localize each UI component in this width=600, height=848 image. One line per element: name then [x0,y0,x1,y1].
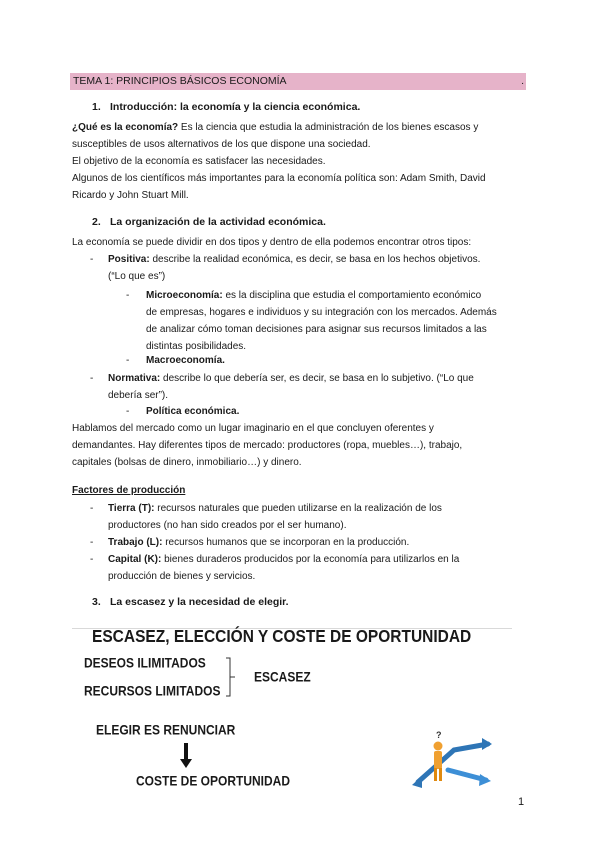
normativa-label: Normativa: [108,373,161,384]
page-number: 1 [518,796,525,808]
bullet-trabajo [90,534,526,552]
capital-label: Capital (K): [108,554,162,565]
bullet-dash: - [126,355,130,366]
section-2-intro: La economía se puede dividir en dos tipos y dentro de ella podemos encontrar otros tipos: [72,237,472,248]
micro-label: Microeconomía: [146,290,223,301]
recursos-label: RECURSOS LIMITADOS [84,683,221,700]
section-2-number: 2. [92,216,101,228]
market-line-2: demandantes. Hay diferentes tipos de mercado: productores (ropa, muebles…), trabajo, [72,440,463,451]
section-1-title: Introducción: la economía y la ciencia económica. [110,101,361,113]
micro-line-4: distintas posibilidades. [146,341,247,352]
question-mark-glyph: ? [436,730,442,740]
bullet-tierra [90,500,526,518]
section-1-number: 1. [92,101,101,113]
bullet-normativa [90,370,526,388]
elegir-label: ELEGIR ES RENUNCIAR [96,722,236,739]
infographic-title: ESCASEZ, ELECCIÓN Y COSTE DE OPORTUNIDAD [92,627,472,647]
definition-line-2: susceptibles de usos alternativos de los que dispone una sociedad. [72,139,371,150]
title-bar [70,73,526,90]
positiva-line-2: (“Lo que es”) [108,271,166,282]
macro-label: Macroeconomía. [146,355,225,366]
normativa-line-2: debería ser”). [108,390,169,401]
tierra-line-2: productores (no han sido creados por el ser humano). [108,520,347,531]
bullet-macro [126,352,526,370]
decision-crossroads-icon [408,730,492,790]
tierra-line-1: recursos naturales que pueden utilizarse en la realización de los [154,503,442,514]
capital-line-1: bienes duraderos producidos por la economía para utilizarlos en la [161,554,460,565]
tierra-label: Tierra (T): [108,503,155,514]
micro-line-3: de analizar cómo toman decisiones para asignar sus recursos limitados a las [146,324,487,335]
section-2-title: La organización de la actividad económica. [110,216,326,228]
politica-label: Política económica. [146,406,240,417]
section-3-title: La escasez y la necesidad de elegir. [110,596,289,608]
bullet-dash: - [126,290,130,301]
capital-line-2: producción de bienes y servicios. [108,571,256,582]
micro-line-1: es la disciplina que estudia el comportamiento económico [222,290,482,301]
scientists-line-2: Ricardo y John Stuart Mill. [72,190,189,201]
definition-question: ¿Qué es la economía? [72,122,179,133]
title-trailing-dot: . [521,75,524,87]
bullet-micro [126,287,526,305]
section-2-heading [92,216,326,228]
factors-heading [72,482,185,500]
bullet-positiva [90,251,526,269]
positiva-label: Positiva: [108,254,150,265]
section-3-number: 3. [92,596,101,608]
escasez-label: ESCASEZ [254,669,311,686]
micro-line-2: de empresas, hogares e individuos y su integración con los mercados. Además [146,307,497,318]
document-title: TEMA 1: PRINCIPIOS BÁSICOS ECONOMÍA [73,75,287,87]
bullet-capital [90,551,526,569]
down-arrow-icon [178,742,194,770]
trabajo-text: recursos humanos que se incorporan en la producción. [162,537,410,548]
bullet-dash: - [90,373,94,384]
normativa-line-1: describe lo que debería ser, es decir, se basa en lo subjetivo. (“Lo que [160,373,474,384]
definition-line-1: Es la ciencia que estudia la administración de los bienes escasos y [178,122,479,133]
bracket-icon [222,656,242,698]
bullet-dash: - [90,254,94,265]
bullet-dash: - [90,503,94,514]
section-3-heading [92,596,289,608]
scientists-line-1: Algunos de los científicos más importantes para la economía política son: Adam Smith, David [72,173,486,184]
bullet-politica [126,403,526,421]
bullet-dash: - [126,406,130,417]
factors-heading-text: Factores de producción [72,485,186,496]
bullet-dash: - [90,537,94,548]
trabajo-label: Trabajo (L): [108,537,163,548]
scarcity-infographic [72,624,522,804]
objective-text: El objetivo de la economía es satisfacer las necesidades. [72,156,326,167]
deseos-label: DESEOS ILIMITADOS [84,655,206,672]
positiva-line-1: describe la realidad económica, es decir, se basa en los hechos objetivos. [149,254,481,265]
market-line-1: Hablamos del mercado como un lugar imaginario en el que concluyen oferentes y [72,423,434,434]
coste-label: COSTE DE OPORTUNIDAD [136,773,291,790]
bullet-dash: - [90,554,94,565]
section-1-heading [92,101,360,113]
definition-paragraph [72,119,526,137]
market-line-3: capitales (bolsas de dinero, inmobiliario…) y dinero. [72,457,302,468]
